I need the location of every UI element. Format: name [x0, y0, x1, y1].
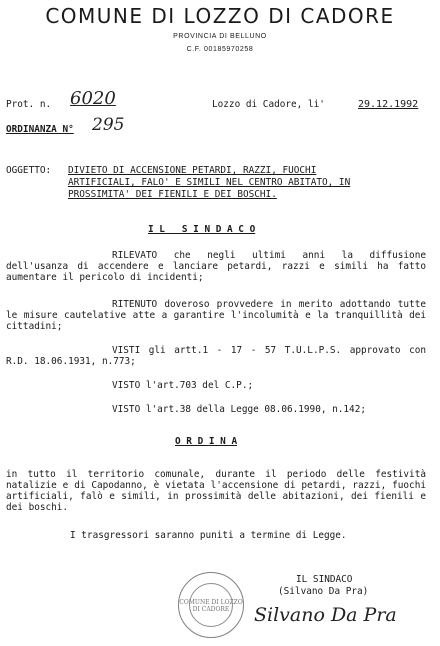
paragraph-rilevato: RILEVATO che negli ultimi anni la diffusione dell'usanza di accendere e lanciare petardi, razzi e simili ha fatto aumentare il pericolo di incidenti; [6, 250, 426, 283]
paragraph-visti: VISTI gli artt.1 - 17 - 57 T.U.L.P.S. approvato con R.D. 18.06.1931, n.773; [6, 345, 426, 367]
subject-line-2: ARTIFICIALI, FALO' E SIMILI NEL CENTRO ABITATO, IN [68, 177, 351, 188]
protocol-label: Prot. n. [6, 99, 52, 110]
tax-code: C.F. 00185970258 [186, 46, 254, 53]
protocol-number: 6020 [70, 88, 116, 109]
subject-line-1: DIVIETO DI ACCENSIONE PETARDI, RAZZI, FUOCHI [68, 165, 317, 176]
place-date-prefix: Lozzo di Cadore, li' [212, 99, 325, 110]
municipality-title: COMUNE DI LOZZO DI CADORE [45, 4, 395, 28]
ordinance-label: ORDINANZA N° [6, 124, 74, 135]
penalty-statement: I trasgressori saranno puniti a termine di Legge. [70, 530, 347, 541]
subject-label: OGGETTO: [6, 165, 52, 176]
subject-line-3: PROSSIMITA' DEI FIENILI E DEI BOSCHI. [68, 189, 277, 200]
heading-ordina: O R D I N A [175, 436, 238, 447]
document-date: 29.12.1992 [358, 99, 419, 110]
signature-name: (Silvano Da Pra) [278, 586, 369, 597]
province-label: PROVINCIA DI BELLUNO [173, 33, 267, 40]
signature-role: IL SINDACO [296, 574, 353, 585]
paragraph-visto-legge: VISTO l'art.38 della Legge 08.06.1990, n.142; [112, 404, 366, 415]
municipal-seal-stamp [178, 572, 244, 638]
paragraph-ritenuto: RITENUTO doveroso provvedere in merito adottando tutte le misure cautelative atte a garantire l'incolumità e la tranquillità dei cittadini; [6, 299, 426, 332]
paragraph-visto-cp: VISTO l'art.703 del C.P.; [112, 380, 254, 391]
ordinance-number: 295 [92, 115, 125, 135]
heading-sindaco: I L S I N D A C O [148, 224, 256, 235]
ordina-text: in tutto il territorio comunale, durante il periodo delle festività natalizie e di Capodanno, è vietata l'accensione di petardi, razzi, fuochi artificiali, falò e simili, in prossimità delle abitazioni, dei fienili e dei boschi. [6, 469, 426, 513]
handwritten-signature: Silvano Da Pra [254, 604, 397, 626]
seal-text: COMUNE DI LOZZO DI CADORE [179, 599, 243, 613]
